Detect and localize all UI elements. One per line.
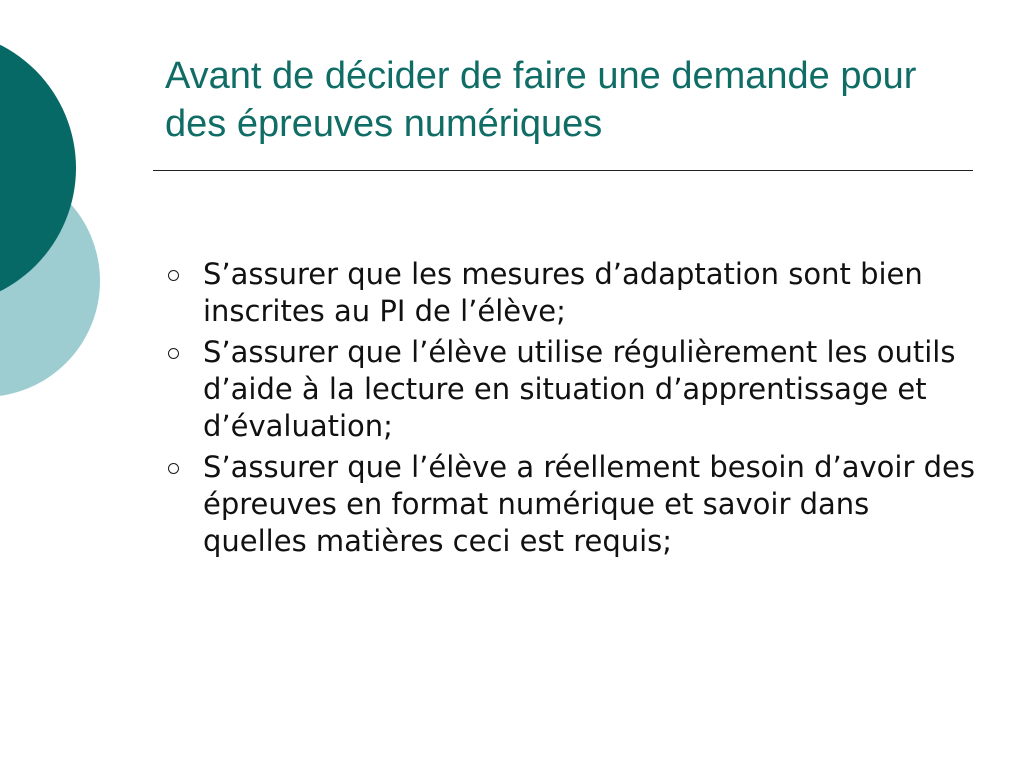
bullet-item — [163, 449, 978, 560]
hollow-circle-icon — [168, 270, 179, 281]
bullet-text: S’assurer que les mesures d’adaptation sont bien inscrites au PI de l’élève; — [203, 257, 923, 328]
bullet-text: S’assurer que l’élève a réellement besoin d’avoir des épreuves en format numérique et savoir dans quelles matières ceci est requis; — [203, 450, 975, 558]
title-divider — [153, 170, 973, 171]
bullet-text: S’assurer que l’élève utilise régulièrement les outils d’aide à la lecture en situation d’apprentissage et d’évaluation; — [203, 335, 956, 443]
bullet-item — [163, 334, 978, 445]
slide-title: Avant de décider de faire une demande pour des épreuves numériques — [165, 55, 917, 145]
bullet-item — [163, 256, 978, 330]
hollow-circle-icon — [168, 348, 179, 359]
hollow-circle-icon — [168, 463, 179, 474]
bullet-list — [163, 256, 978, 564]
